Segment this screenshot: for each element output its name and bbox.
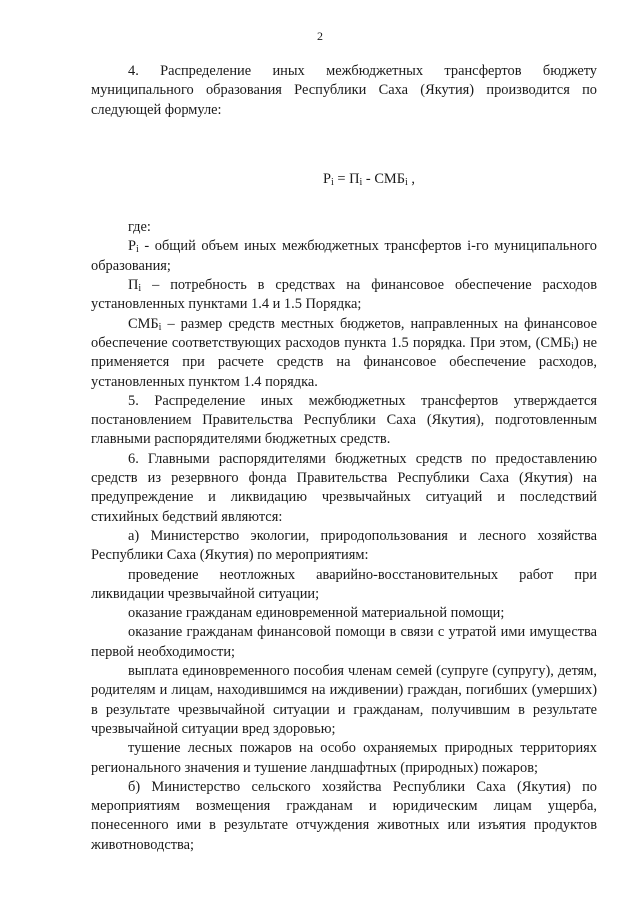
paragraph-b: б) Министерство сельского хозяйства Республики Саха (Якутия) по мероприятиям возмещения гражданам и юридическим лицам ущерба, понесенного ими в результате отчуждения животных или изъятия продуктов животноводства; — [91, 778, 597, 853]
document-body — [91, 62, 597, 855]
where-label: где: — [128, 219, 151, 236]
list-item-1: проведение неотложных аварийно-восстановительных работ при ликвидации чрезвычайной ситуации; — [91, 566, 597, 602]
definition-pi: $П_i$ – потребность в средствах на финансовое обеспечение расходов установленных пунктами 1.4 и 1.5 Порядка; — [91, 277, 597, 313]
formula-r: Р — [323, 170, 332, 187]
definition-smb: $СМБ_i$ – размер средств местных бюджетов, направленных на финансовое обеспечение соответствующих расходов пункта 1.5 порядка. При этом, $(СМБ_i)$ не применяется при расчете средств на финансовое обеспечение расходов, установленных пунктом 1.4 порядка. — [91, 315, 597, 390]
formula-smb: СМБ — [374, 170, 405, 187]
paragraph-5: 5. Распределение иных межбюджетных трансфертов утверждается постановлением Правительства Республики Саха (Якутия), подготовленным главными распорядителями бюджетных средств. — [91, 392, 597, 448]
formula-eq: = — [333, 170, 350, 187]
formula — [91, 170, 597, 189]
formula-minus: - — [362, 170, 375, 187]
page-number: 2 — [317, 29, 323, 43]
paragraph-4: 4. Распределение иных межбюджетных трансфертов бюджету муниципального образования Республики Саха (Якутия) производится по следующей формуле: — [91, 63, 597, 118]
list-item-3: оказание гражданам финансовой помощи в связи с утратой ими имущества первой необходимости; — [91, 624, 597, 660]
formula-sub-i-3: i — [404, 176, 408, 188]
list-item-4: выплата единовременного пособия членам семей (супруге (супругу), детям, родителям и лицам, находившимся на иждивении) граждан, погибших (умерших) в результате чрезвычайной ситуации и гражданам, получившим в результате чрезвычайной ситуации вред здоровью; — [91, 663, 597, 737]
definition-r: $Р_i$ - общий объем иных межбюджетных трансфертов i-го муниципального образования; — [91, 238, 597, 274]
formula-end: , — [407, 170, 415, 187]
list-item-5: тушение лесных пожаров на особо охраняемых природных территориях регионального значения и тушение ландшафтных (природных) пожаров; — [91, 740, 597, 776]
formula-sub-i-2: i — [359, 176, 363, 188]
formula-pi: П — [349, 170, 360, 187]
list-item-2: оказание гражданам единовременной материальной помощи; — [128, 605, 505, 622]
paragraph-a: а) Министерство экологии, природопользования и лесного хозяйства Республики Саха (Якутия) по мероприятиям: — [91, 527, 597, 564]
formula-sub-i: i — [331, 176, 334, 188]
paragraph-6: 6. Главными распорядителями бюджетных средств по предоставлению средств из резервного фонда Правительства Республики Саха (Якутия) на предупреждение и ликвидацию чрезвычайных ситуаций и последствий стихийных бедствий являются: — [91, 450, 597, 525]
